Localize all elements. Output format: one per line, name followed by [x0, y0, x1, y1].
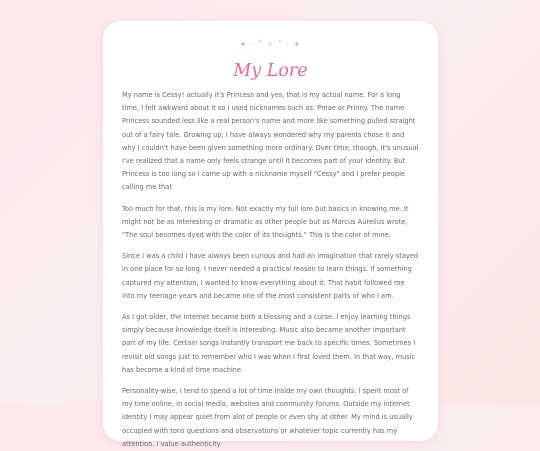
page-title: My Lore — [233, 61, 308, 81]
lore-card — [103, 21, 438, 448]
lore-paragraph-4: As I got older, the internet became both a blessing and a curse. I enjoy learning things simply because knowledge itself is interesting. Music also became another important part of my life. Certain songs instantly transport me back to specific times. Sometimes I revisit old songs just to remember who I was when I first loved them. In that way, music has become a kind of time machine. — [122, 313, 416, 374]
decorative-sparkle-divider: ✦ · ˚ ✧ ˚ · ✦ — [239, 40, 302, 49]
lore-paragraph-1: My name is Cessy! actually it's Princess and yes, that is my actual name. For a long time, I felt awkward about it so I used nicknames such as: Pmae or Prinny. The name Princess sounded less like a real person's name and more like something pulled straight out of a fairy tale. Growing up, I have always wondered why my parents chose it and why I couldn't have been given something more ordinary. Over time, though, it's unusual I've realized that a name only feels strange until it becomes part of your identity. But Princess is too long so I came up with a nickname myself "Cessy" and I prefer people calling me that — [122, 91, 419, 192]
lore-paragraph-2: Too much for that, this is my lore. Not exactly my full lore but basics in knowing me. It might not be as interesting or dramatic as other people but as Marcus Aurelius wrote, "The soul becomes dyed with the color of its thoughts." This is the color of mine. — [122, 204, 409, 240]
lore-paragraph-5: Personality-wise, I tend to spend a lot of time inside my own thoughts. I spent most of my time online, in social media, websites and community forums. Outside my internet identity I may appear quiet from alot of people or even shy at other. My mind is usually occupied with tons questions and observations or whatever topic currently has my attention. I value authenticity — [122, 387, 413, 448]
lore-paragraph-3: Since I was a child I have always been curious and had an imagination that rarely stayed in one place for so long. I never needed a practical reason to learn things. If something captured my attention, I wanted to know everything about it. That habit followed me into my teenage years and became one of the most consistent parts of who I am. — [122, 252, 419, 300]
